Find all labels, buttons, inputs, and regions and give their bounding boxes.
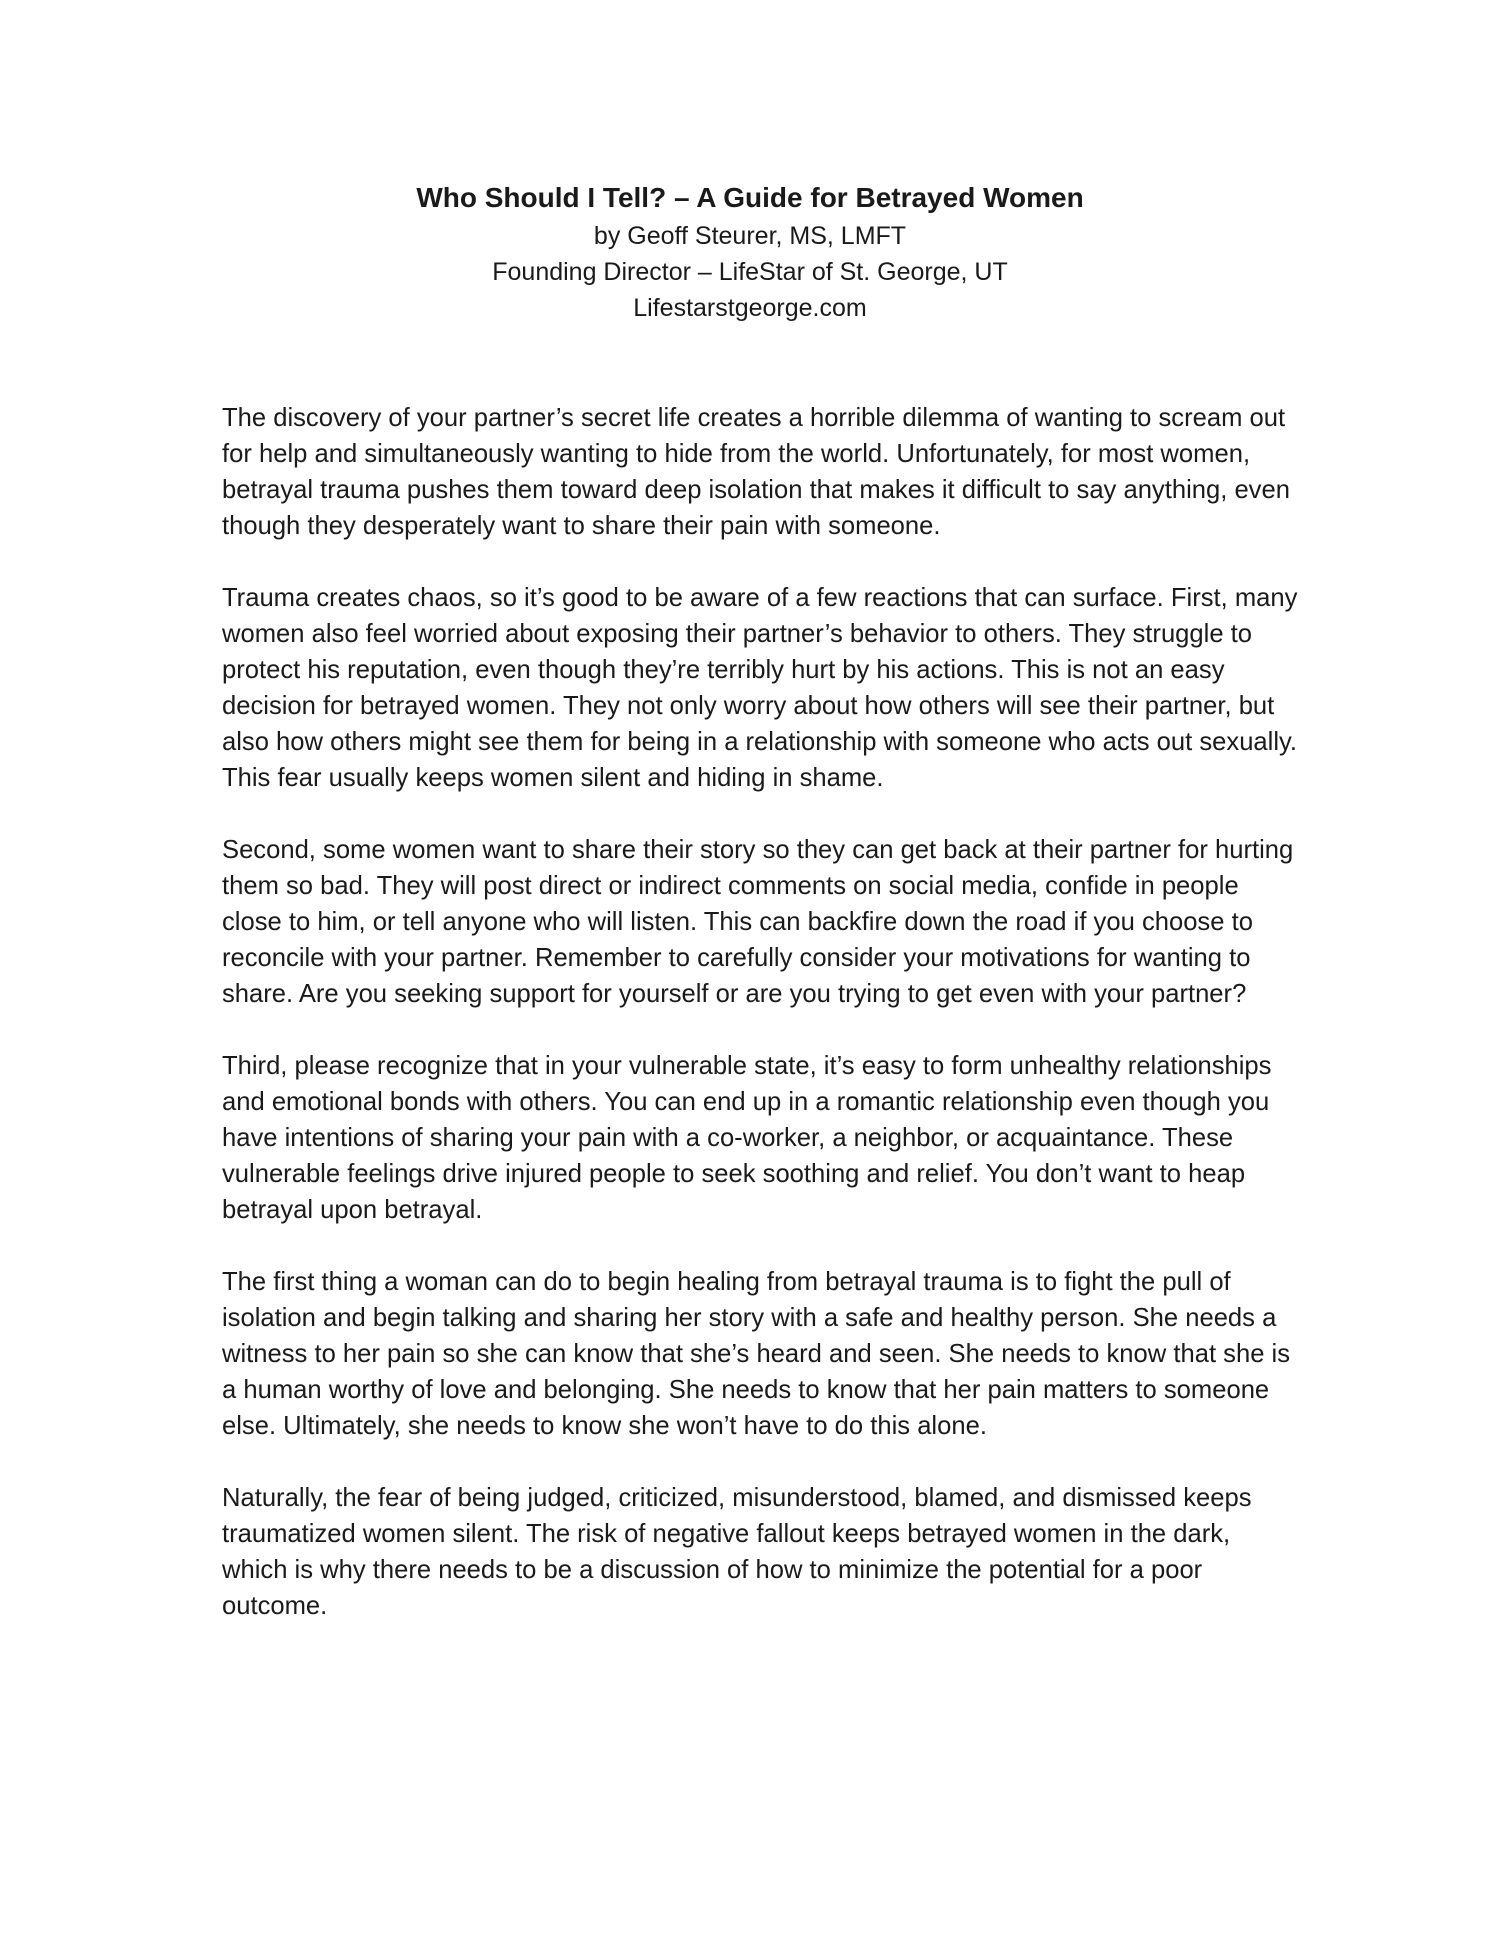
- author-line: by Geoff Steurer, MS, LMFT: [593, 222, 907, 250]
- website-line: Lifestarstgeorge.com: [633, 294, 867, 322]
- position-line: Founding Director – LifeStar of St. George, UT: [492, 258, 1008, 286]
- paragraph-4: Third, please recognize that in your vulnerable state, it’s easy to form unhealthy relationships and emotional bonds with others. You can end up in a romantic relationship even though you have intentions of sharing your pain with a co-worker, a neighbor, or acquaintance. These vulnerable feelings drive injured people to seek soothing and relief. You don’t want to heap betrayal upon betrayal.: [222, 1052, 1272, 1224]
- paragraph-5: The first thing a woman can do to begin healing from betrayal trauma is to fight the pull of isolation and begin talking and sharing her story with a safe and healthy person. She needs a witness to her pain so she can know that she’s heard and seen. She needs to know that she is a human worthy of love and belonging. She needs to know that her pain matters to someone else. Ultimately, she needs to know she won’t have to do this alone.: [222, 1268, 1291, 1440]
- paragraph-3: Second, some women want to share their story so they can get back at their partner for hurting them so bad. They will post direct or indirect comments on social media, confide in people close to him, or tell anyone who will listen. This can backfire down the road if you choose to reconcile with your partner. Remember to carefully consider your motivations for wanting to share. Are you seeking support for yourself or are you trying to get even with your partner?: [222, 836, 1294, 1008]
- paragraph-1: The discovery of your partner’s secret life creates a horrible dilemma of wanting to scream out for help and simultaneously wanting to hide from the world. Unfortunately, for most women, betrayal trauma pushes them toward deep isolation that makes it difficult to say anything, even though they desperately want to share their pain with someone.: [222, 404, 1290, 540]
- paragraph-6: Naturally, the fear of being judged, criticized, misunderstood, blamed, and dismissed keeps traumatized women silent. The risk of negative fallout keeps betrayed women in the dark, which is why there needs to be a discussion of how to minimize the potential for a poor outcome.: [222, 1484, 1252, 1620]
- document-header: [0, 178, 1500, 326]
- paragraph-2: Trauma creates chaos, so it’s good to be aware of a few reactions that can surface. First, many women also feel worried about exposing their partner’s behavior to others. They struggle to protect his reputation, even though they’re terribly hurt by his actions. This is not an easy decision for betrayed women. They not only worry about how others will see their partner, but also how others might see them for being in a relationship with someone who acts out sexually. This fear usually keeps women silent and hiding in shame.: [222, 584, 1298, 792]
- document-body: [222, 400, 1302, 1624]
- document-title: Who Should I Tell? – A Guide for Betrayed Women: [416, 182, 1084, 213]
